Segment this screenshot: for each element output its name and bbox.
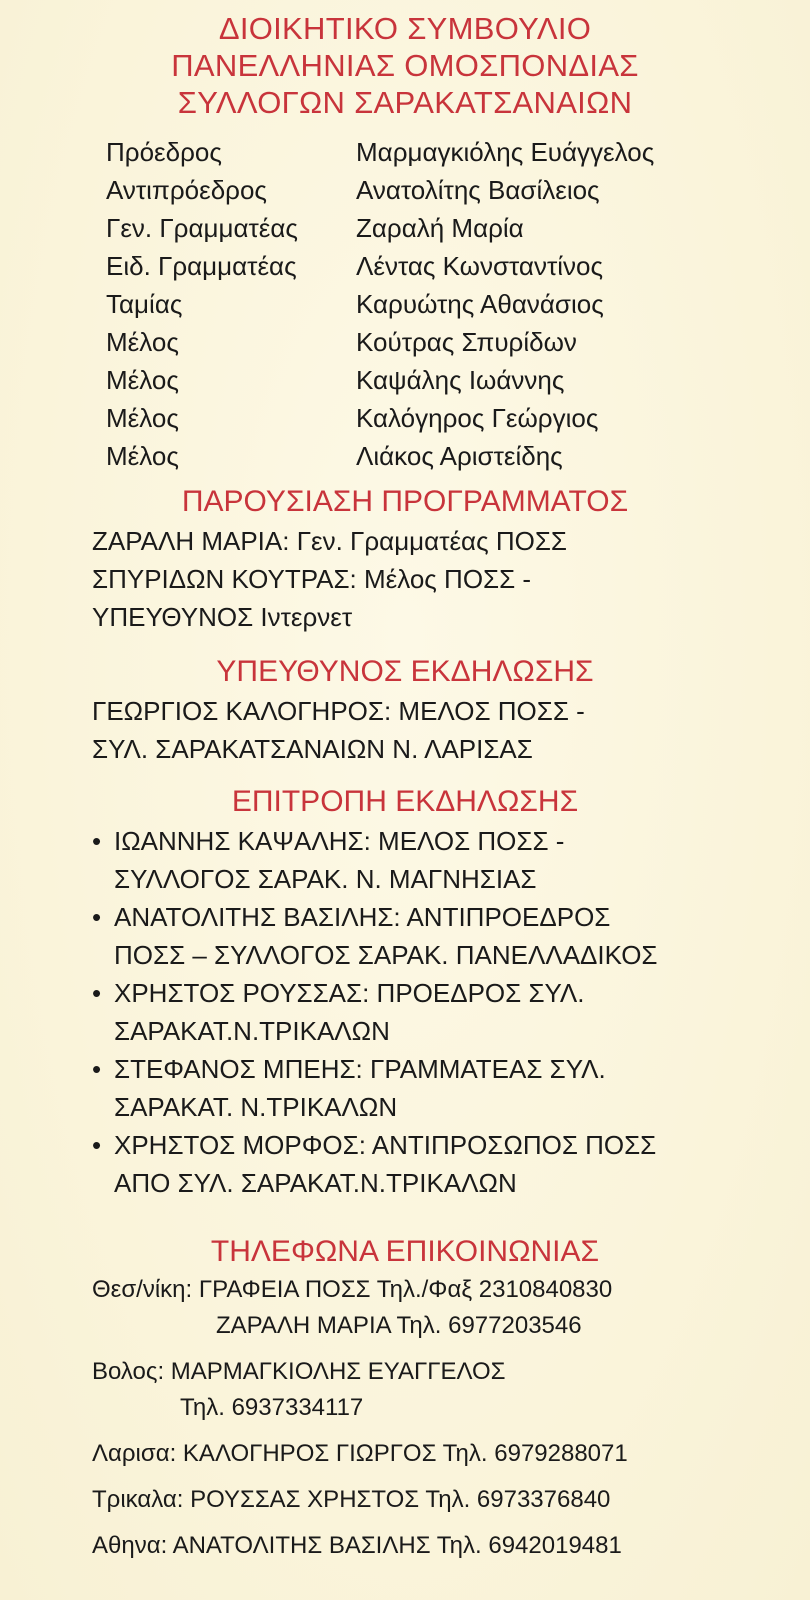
board-title-line: ΣΥΛΛΟΓΩΝ ΣΑΡΑΚΑΤΣΑΝΑΙΩΝ (177, 85, 633, 120)
member-role: Μέλος (106, 440, 179, 471)
board-member-row (106, 399, 786, 437)
contact-larisa (92, 1436, 810, 1472)
committee-item (92, 1126, 810, 1202)
presentation-line: ΥΠΕΥΘΥΝΟΣ Ιντερνετ (92, 602, 353, 632)
contact-city: Βολος: (92, 1358, 165, 1385)
member-role: Μέλος (106, 402, 179, 433)
member-name: Μαρμαγκιόλης Ευάγγελος (356, 136, 655, 167)
presentation-section (0, 482, 810, 636)
committee-item (92, 1050, 810, 1126)
presentation-title: ΠΑΡΟΥΣΙΑΣΗ ΠΡΟΓΡΑΜΜΑΤΟΣ (181, 485, 629, 518)
committee-item-line: ΙΩΑΝΝΗΣ ΚΑΨΑΛΗΣ: ΜΕΛΟΣ ΠΟΣΣ - (114, 826, 565, 856)
committee-title: ΕΠΙΤΡΟΠΗ ΕΚΔΗΛΩΣΗΣ (231, 785, 579, 818)
board-members-table (106, 133, 786, 475)
member-name: Λέντας Κωνσταντίνος (356, 250, 603, 281)
presentation-line: ΖΑΡΑΛΗ ΜΑΡΙΑ: Γεν. Γραμματέας ΠΟΣΣ (92, 526, 567, 556)
committee-item-line: ΧΡΗΣΤΟΣ ΡΟΥΣΣΑΣ: ΠΡΟΕΔΡΟΣ ΣΥΛ. (114, 978, 585, 1008)
contact-line: ΓΡΑΦΕΙΑ ΠΟΣΣ Τηλ./Φαξ 2310840830 (198, 1276, 613, 1303)
contact-trikala (92, 1482, 810, 1518)
bullet-icon: • (92, 902, 102, 932)
committee-item (92, 822, 810, 898)
board-member-row (106, 285, 786, 323)
bullet-icon: • (92, 826, 102, 856)
committee-item-line: ΣΥΛΛΟΓΟΣ ΣΑΡΑΚ. Ν. ΜΑΓΝΗΣΙΑΣ (114, 864, 537, 894)
contacts-title: ΤΗΛΕΦΩΝΑ ΕΠΙΚΟΙΝΩΝΙΑΣ (210, 1235, 600, 1268)
presentation-text (0, 522, 810, 636)
committee-list (0, 822, 810, 1202)
board-member-row (106, 361, 786, 399)
board-title-line: ΔΙΟΙΚΗΤΙΚΟ ΣΥΜΒΟΥΛΙΟ (218, 11, 592, 46)
member-name: Ανατολίτης Βασίλειος (356, 174, 600, 205)
contact-city: Θεσ/νίκη: (92, 1276, 193, 1303)
contact-line: ΚΑΛΟΓΗΡΟΣ ΓΙΩΡΓΟΣ Τηλ. 6979288071 (182, 1440, 628, 1467)
committee-item (92, 898, 810, 974)
board-member-row (106, 209, 786, 247)
member-role: Αντιπρόεδρος (106, 174, 267, 205)
member-role: Μέλος (106, 364, 179, 395)
board-member-row (106, 171, 786, 209)
presentation-line: ΣΠΥΡΙΔΩΝ ΚΟΥΤΡΑΣ: Μέλος ΠΟΣΣ - (92, 564, 532, 594)
member-name: Καλόγηρος Γεώργιος (356, 402, 599, 433)
contacts-section (0, 1232, 810, 1574)
bullet-icon: • (92, 1130, 102, 1160)
event-manager-title: ΥΠΕΥΘΥΝΟΣ ΕΚΔΗΛΩΣΗΣ (216, 655, 594, 688)
committee-item-line: ΧΡΗΣΤΟΣ ΜΟΡΦΟΣ: ΑΝΤΙΠΡΟΣΩΠΟΣ ΠΟΣΣ (114, 1130, 657, 1160)
member-role: Γεν. Γραμματέας (106, 212, 298, 243)
contacts-list (0, 1272, 810, 1564)
contact-line: ΜΑΡΜΑΓΚΙΟΛΗΣ ΕΥΑΓΓΕΛΟΣ (170, 1358, 506, 1385)
committee-item-line: ΑΝΑΤΟΛΙΤΗΣ ΒΑΣΙΛΗΣ: ΑΝΤΙΠΡΟΕΔΡΟΣ (114, 902, 611, 932)
board-title-line: ΠΑΝΕΛΛΗΝΙΑΣ ΟΜΟΣΠΟΝΔΙΑΣ (171, 48, 639, 83)
board-member-row (106, 247, 786, 285)
committee-item-line: ΠΟΣΣ – ΣΥΛΛΟΓΟΣ ΣΑΡΑΚ. ΠΑΝΕΛΛΑΔΙΚΟΣ (114, 940, 658, 970)
contact-volos (92, 1354, 810, 1426)
board-member-row (106, 323, 786, 361)
member-name: Καρυώτης Αθανάσιος (356, 288, 604, 319)
committee-item (92, 974, 810, 1050)
committee-item-line: ΣΑΡΑΚΑΤ.Ν.ΤΡΙΚΑΛΩΝ (114, 1016, 390, 1046)
bullet-icon: • (92, 978, 102, 1008)
member-role: Ειδ. Γραμματέας (106, 250, 297, 281)
member-role: Ταμίας (106, 288, 183, 319)
member-name: Ζαραλή Μαρία (356, 212, 524, 243)
contact-line: ΡΟΥΣΣΑΣ ΧΡΗΣΤΟΣ Τηλ. 6973376840 (190, 1486, 611, 1513)
member-role: Μέλος (106, 326, 179, 357)
contact-line: ΑΝΑΤΟΛΙΤΗΣ ΒΑΣΙΛΗΣ Τηλ. 6942019481 (172, 1532, 622, 1559)
board-member-row (106, 437, 786, 475)
member-name: Λιάκος Αριστείδης (356, 440, 563, 471)
committee-item-line: ΣΑΡΑΚΑΤ. Ν.ΤΡΙΚΑΛΩΝ (114, 1092, 398, 1122)
member-name: Καψάλης Ιωάννης (356, 364, 565, 395)
event-manager-line: ΓΕΩΡΓΙΟΣ ΚΑΛΟΓΗΡΟΣ: ΜΕΛΟΣ ΠΟΣΣ - (92, 696, 585, 726)
contact-thessaloniki (92, 1272, 810, 1344)
event-manager-text (0, 692, 810, 768)
committee-item-line: ΑΠΟ ΣΥΛ. ΣΑΡΑΚΑΤ.Ν.ΤΡΙΚΑΛΩΝ (114, 1168, 517, 1198)
event-manager-section (0, 652, 810, 768)
contact-city: Τρικαλα: (92, 1486, 184, 1513)
contact-athens (92, 1528, 810, 1564)
contact-line: Τηλ. 6937334117 (180, 1394, 364, 1421)
committee-section (0, 782, 810, 1202)
member-name: Κούτρας Σπυρίδων (356, 326, 577, 357)
board-member-row (106, 133, 786, 171)
contact-city: Λαρισα: (92, 1440, 177, 1467)
committee-item-line: ΣΤΕΦΑΝΟΣ ΜΠΕΗΣ: ΓΡΑΜΜΑΤΕΑΣ ΣΥΛ. (114, 1054, 606, 1084)
contact-city: Αθηνα: (92, 1532, 168, 1559)
bullet-icon: • (92, 1054, 102, 1084)
board-title (0, 10, 810, 121)
event-manager-line: ΣΥΛ. ΣΑΡΑΚΑΤΣΑΝΑΙΩΝ Ν. ΛΑΡΙΣΑΣ (92, 734, 533, 764)
member-role: Πρόεδρος (106, 136, 222, 167)
contact-line: ΖΑΡΑΛΗ ΜΑΡΙΑ Τηλ. 6977203546 (216, 1312, 582, 1339)
